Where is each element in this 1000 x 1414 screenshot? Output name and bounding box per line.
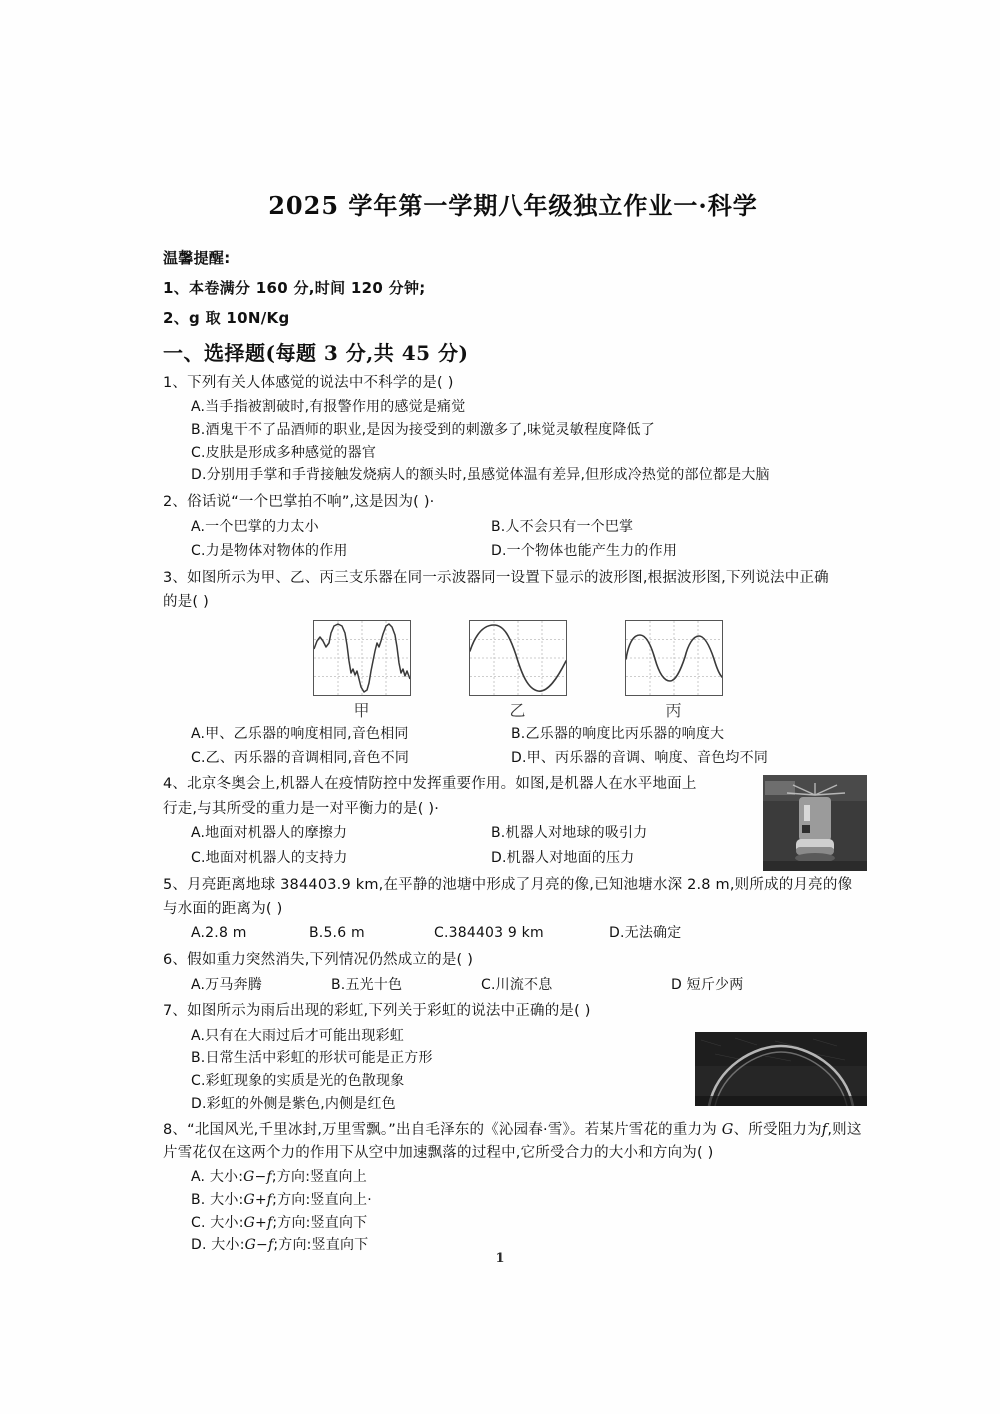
option-c-expression: G+f [243,1214,273,1231]
option-a-letter: A. [191,1169,206,1186]
option-d-direction: 竖直向下 [311,1237,369,1254]
notice-heading: 温馨提醒: [163,249,231,267]
notice-line-1: 1、本卷满分 160 分,时间 120 分钟; [163,279,426,297]
question-7-stem: 7、如图所示为雨后出现的彩虹,下列关于彩虹的说法中正确的是( ) [163,1003,591,1020]
question-5-stem-line-2: 与水面的距离为( ) [163,901,283,917]
option-d[interactable]: D.机器人对地面的压力 [491,849,635,866]
question-1-options [191,396,863,487]
option-a[interactable]: A.一个巴掌的力太小 [191,518,319,535]
option-b-magnitude-label: 大小: [210,1192,244,1209]
option-c[interactable]: C.乙、丙乐器的音调相同,音色不同 [191,749,410,766]
question-6-options [191,974,863,997]
question-2 [163,491,863,563]
oscilloscope-label-jia: 甲 [353,700,371,720]
option-d[interactable]: D.无法确定 [609,925,682,942]
option-c[interactable]: C.地面对机器人的支持力 [191,849,348,866]
option-c[interactable]: C.皮肤是形成多种感觉的器官 [191,444,377,461]
question-8-stem-part-2: 、所受阻力为 [733,1122,822,1139]
option-c-magnitude-label: 大小: [210,1214,244,1231]
question-3 [163,567,863,769]
option-d-letter: D. [191,1237,207,1254]
question-8-stem-part-1: 8、“北国风光,千里冰封,万里雪飘。”出自毛泽东的《沁园春·雪》。若某片雪花的重力为 [163,1122,722,1139]
option-b[interactable] [191,1189,863,1212]
question-5 [163,874,863,946]
question-7 [163,1000,863,1115]
waveform-sine-one-cycle-icon [469,620,567,696]
question-2-options [191,516,863,563]
option-b[interactable]: B.酒鬼干不了品酒师的职业,是因为接受到的刺激多了,味觉灵敏程度降低了 [191,422,655,439]
option-a[interactable]: A.只有在大雨过后才可能出现彩虹 [191,1027,404,1044]
question-1 [163,372,863,487]
option-c[interactable] [191,1212,863,1235]
question-6 [163,949,863,996]
option-d[interactable]: D 短斤少两 [671,976,744,993]
option-b-letter: B. [191,1192,206,1209]
question-3-stem-line-2: 的是( ) [163,594,209,611]
page-content [163,186,863,1261]
option-b-expression: G+f [243,1192,273,1209]
option-d[interactable]: D.甲、丙乐器的音调、响度、音色均不同 [511,749,769,766]
oscilloscope-yi [469,620,567,721]
question-4-stem-line-1: 4、北京冬奥会上,机器人在疫情防控中发挥重要作用。如图,是机器人在水平地面上 [163,776,697,793]
option-d[interactable]: D.一个物体也能产生力的作用 [491,543,678,560]
question-5-stem-line-1: 5、月亮距离地球 384403.9 km,在平静的池塘中形成了月亮的像,已知池塘水深 2.8 m,则所成的月亮的像 [163,876,853,893]
option-a[interactable] [191,1166,863,1189]
option-d-direction-label: ;方向: [273,1237,312,1254]
question-3-stem-line-1: 3、如图所示为甲、乙、丙三支乐器在同一示波器同一设置下显示的波形图,根据波形图,下列说法中正确 [163,569,829,586]
option-a-direction: 竖直向上 [310,1169,367,1186]
option-b-direction: 竖直向上· [310,1192,372,1209]
section-heading-multiple-choice: 一、选择题(每题 3 分,共 45 分) [163,341,469,365]
option-c[interactable]: C.川流不息 [481,976,553,993]
option-a[interactable]: A.2.8 m [191,925,247,942]
disinfection-robot-icon [763,775,867,871]
option-a[interactable]: A.万马奔腾 [191,976,262,993]
option-c-letter: C. [191,1214,206,1231]
question-1-stem: 1、下列有关人体感觉的说法中不科学的是( ) [163,375,454,391]
option-c-direction: 竖直向下 [310,1214,368,1231]
question-5-options [191,922,863,945]
option-c[interactable]: C.力是物体对物体的作用 [191,543,348,560]
oscilloscope-label-yi: 乙 [509,700,527,720]
rainbow-after-rain-icon [695,1032,867,1106]
page-title: 2025 学年第一学期八年级独立作业一·科学 [268,191,758,220]
option-a[interactable]: A.甲、乙乐器的响度相同,音色相同 [191,725,409,742]
question-8-stem-part-3: ,则这片雪花仅在这两个力的作用下从空中加速飘落的过程中,它所受合力的大小和方向为( ) [163,1122,862,1161]
question-8-stem [163,1119,863,1164]
option-b[interactable]: B.乙乐器的响度比丙乐器的响度大 [511,725,725,742]
option-b-direction-label: ;方向: [272,1192,311,1209]
notice-line-2: 2、g 取 10N/Kg [163,309,290,327]
oscilloscope-jia [313,620,411,721]
oscilloscope-figure-group [163,620,863,721]
question-2-stem: 2、俗话说“一个巴掌拍不响”,这是因为( )· [163,494,435,511]
option-d-expression: G−f [244,1237,274,1254]
option-d-magnitude-label: 大小: [211,1237,245,1254]
rainbow-photo [695,1032,867,1106]
page-number: 1 [495,1251,505,1266]
question-8-variable-g: G [721,1122,734,1139]
oscilloscope-bing [625,620,723,721]
option-b[interactable]: B.日常生活中彩虹的形状可能是正方形 [191,1050,433,1067]
option-c-direction-label: ;方向: [272,1214,311,1231]
option-d[interactable]: D.分别用手掌和手背接触发烧病人的额头时,虽感觉体温有差异,但形成冷热觉的部位都是大脑 [191,467,770,484]
question-8-variable-f: f [821,1122,828,1139]
question-8-options [191,1166,863,1257]
option-b[interactable]: B.5.6 m [309,925,365,942]
question-4-stem-line-2: 行走,与其所受的重力是一对平衡力的是( )· [163,800,440,817]
option-d[interactable]: D.彩虹的外侧是紫色,内侧是红色 [191,1095,396,1112]
option-b[interactable]: B.五光十色 [331,976,403,993]
option-c[interactable]: C.384403 9 km [434,925,544,942]
option-a[interactable]: A.当手指被割破时,有报警作用的感觉是痛觉 [191,399,466,416]
oscilloscope-label-bing: 丙 [665,700,683,720]
waveform-sine-two-cycles-icon [625,620,723,696]
robot-photo [763,775,867,871]
option-a-magnitude-label: 大小: [209,1169,244,1186]
option-a[interactable]: A.地面对机器人的摩擦力 [191,825,348,842]
question-8 [163,1119,863,1257]
option-a-direction-label: ;方向: [271,1169,311,1186]
option-b[interactable]: B.机器人对地球的吸引力 [491,825,648,842]
option-b[interactable]: B.人不会只有一个巴掌 [491,518,634,535]
option-c[interactable]: C.彩虹现象的实质是光的色散现象 [191,1073,405,1090]
waveform-complex-icon [313,620,411,696]
question-6-stem: 6、假如重力突然消失,下列情况仍然成立的是( ) [163,952,474,969]
question-3-options [191,723,863,769]
question-4 [163,773,863,869]
option-a-expression: G−f [243,1169,272,1186]
